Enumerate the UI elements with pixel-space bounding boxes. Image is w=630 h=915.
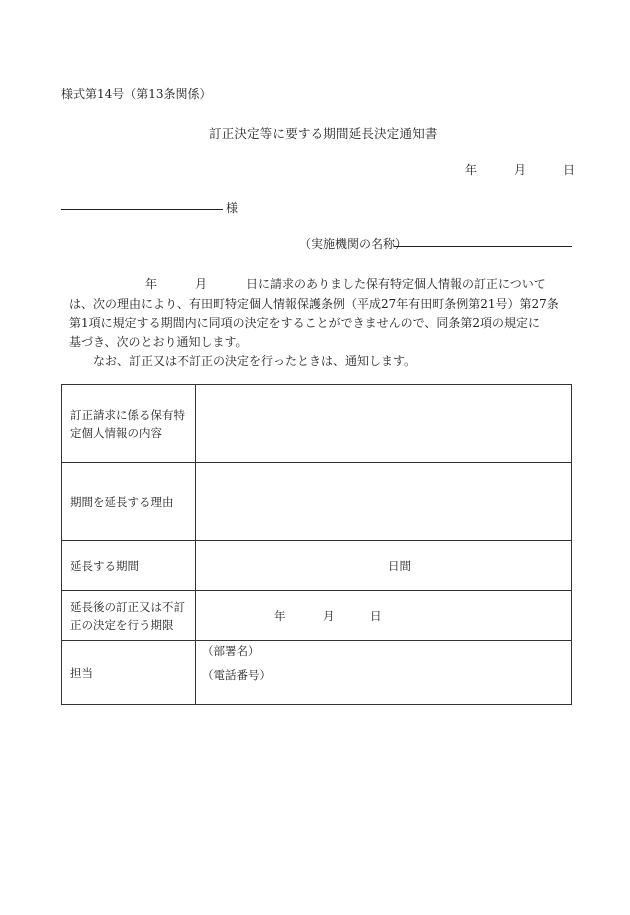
contact-phone: （電話番号） (202, 668, 271, 682)
table-row (62, 541, 572, 591)
table-row (62, 463, 572, 541)
extension-reason-label: 期間を延長する理由 (62, 463, 196, 541)
decision-deadline-label: 延長後の訂正又は不訂 正の決定を行う期限 (62, 591, 196, 641)
body-month-label: 月 (195, 277, 208, 291)
contact-label: 担当 (62, 641, 196, 705)
agency-name-line[interactable] (394, 246, 572, 247)
form-number: 様式第14号（第13条関係） (61, 87, 212, 101)
recipient-name-line[interactable] (61, 209, 223, 210)
deadline-day-label: 日 (370, 608, 382, 623)
body-line-3: 第1項に規定する期間内に同項の決定をすることができませんので、同条第2項の規定に (69, 316, 541, 330)
body-line-4: 基づき、次のとおり通知します。 (69, 335, 248, 349)
body-line-2: は、次の理由により、有田町特定個人情報保護条例（平成27年有田町条例第21号）第27条 (69, 297, 559, 311)
table-row (62, 641, 572, 705)
recipient-suffix: 様 (226, 201, 239, 215)
table-row (62, 385, 572, 463)
date-year-label: 年 (465, 163, 478, 177)
contact-field[interactable] (196, 641, 572, 705)
date-month-label: 月 (514, 163, 527, 177)
contact-department: （部署名） (202, 644, 260, 658)
date-day-label: 日 (563, 163, 576, 177)
decision-deadline-field[interactable] (196, 591, 572, 641)
deadline-year-label: 年 (274, 608, 286, 623)
notice-table (61, 384, 572, 705)
body-line-1: 日に請求のありました保有特定個人情報の訂正について (246, 277, 546, 291)
extension-period-label: 延長する期間 (62, 541, 196, 591)
body-year-label: 年 (145, 277, 158, 291)
table-row (62, 591, 572, 641)
document-title: 訂正決定等に要する期間延長決定通知書 (209, 126, 438, 141)
deadline-month-label: 月 (323, 608, 335, 623)
personal-info-content-label: 訂正請求に係る保有特 定個人情報の内容 (62, 385, 196, 463)
personal-info-content-field[interactable] (196, 385, 572, 463)
extension-days-unit: 日間 (388, 558, 411, 573)
body-line-5: なお、訂正又は不訂正の決定を行ったときは、通知します。 (93, 354, 417, 368)
extension-reason-field[interactable] (196, 463, 572, 541)
agency-name-label: （実施機関の名称） (299, 237, 408, 251)
extension-period-field[interactable] (196, 541, 572, 591)
